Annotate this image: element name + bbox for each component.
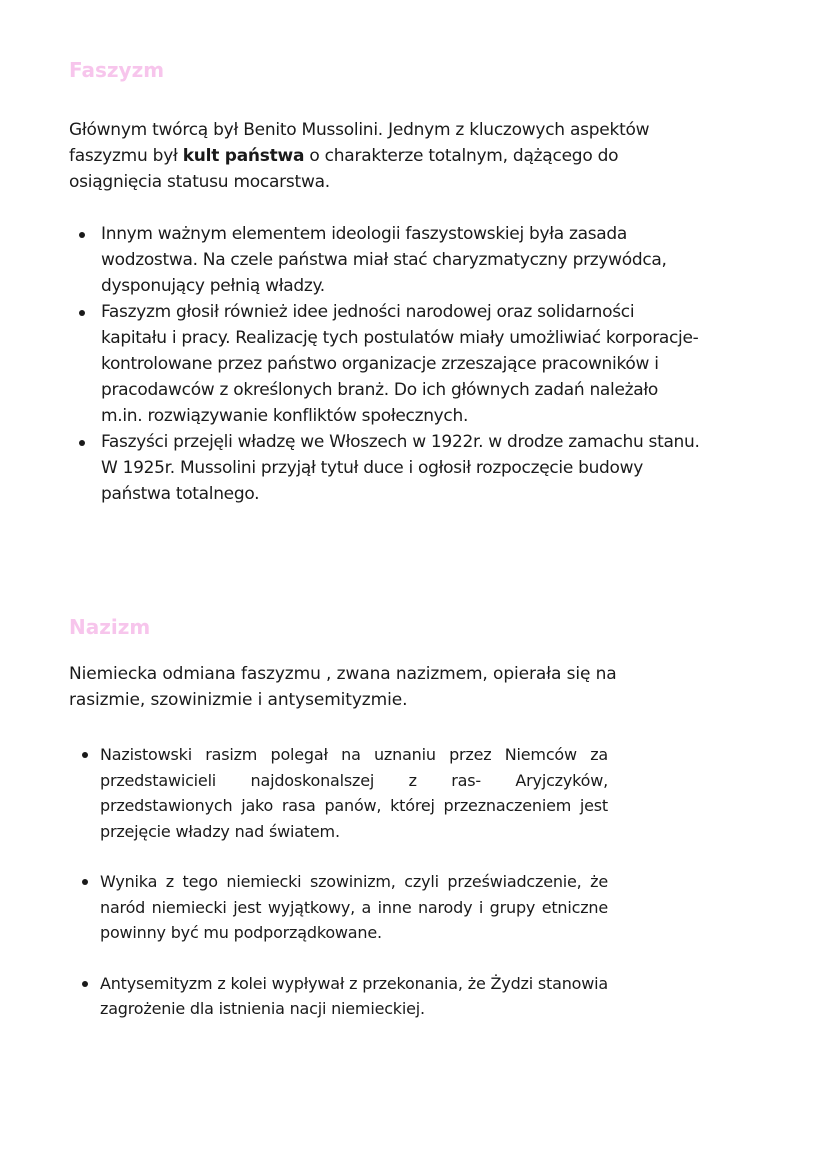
faszyzm-intro — [69, 117, 709, 195]
list-item — [100, 971, 608, 1022]
section-title-faszyzm: Faszyzm — [69, 58, 165, 82]
bullet-icon — [82, 981, 88, 987]
faszyzm-intro-text-end: o charakterze totalnym, dążącego do osiągnięcia statusu mocarstwa. — [69, 146, 619, 192]
faszyzm-intro-text-start: Głównym twórcą był Benito Mussolini. Jednym z kluczowych aspektów faszyzmu był — [69, 120, 650, 166]
faszyzm-list — [101, 221, 701, 507]
bullet-icon — [82, 879, 88, 885]
list-item — [101, 429, 701, 507]
list-item-text: Faszyści przejęli władzę we Włoszech w 1922r. w drodze zamachu stanu. W 1925r. Mussolini przyjął tytuł duce i ogłosił rozpoczęcie budowy państwa totalnego. — [101, 432, 700, 504]
bullet-icon — [82, 752, 88, 758]
faszyzm-intro-bold: kult państwa — [182, 146, 305, 166]
nazizm-intro: Niemiecka odmiana faszyzmu , zwana nazizmem, opierała się na rasizmie, szowinizmie i antysemityzmie. — [69, 664, 617, 710]
bullet-icon — [79, 232, 85, 238]
list-item — [100, 869, 608, 946]
section-title-nazizm: Nazizm — [69, 615, 151, 639]
list-item-text: Wynika z tego niemiecki szowinizm, czyli przeświadczenie, że naród niemiecki jest wyjątkowy, a inne narody i grupy etniczne powinny być mu podporządkowane. — [100, 872, 608, 942]
list-item-text: Faszyzm głosił również idee jedności narodowej oraz solidarności kapitału i pracy. Realizację tych postulatów miały umożliwiać korporacje- kontrolowane przez państwo organizacje zrzeszające pracowników i pracodawców z określonych branż. Do ich głównych zadań należało m.in. rozwiązywanie konfliktów społecznych. — [101, 302, 699, 426]
list-item — [100, 742, 608, 844]
list-item-text: Antysemityzm z kolei wypływał z przekonania, że Żydzi stanowia zagrożenie dla istnienia nacji niemieckiej. — [100, 973, 608, 1018]
list-item-text: Innym ważnym elementem ideologii faszystowskiej była zasada wodzostwa. Na czele państwa miał stać charyzmatyczny przywódca, dysponujący pełnią władzy. — [101, 224, 667, 296]
list-item — [101, 299, 701, 429]
bullet-icon — [79, 310, 85, 316]
nazizm-list — [100, 742, 608, 1047]
bullet-icon — [79, 440, 85, 446]
list-item — [101, 221, 701, 299]
list-item-text: Nazistowski rasizm polegał na uznaniu przez Niemców za przedstawicieli najdoskonalszej z ras- Aryjczyków, przedstawionych jako rasa panów, której przeznaczeniem jest przejęcie władzy nad światem. — [100, 745, 608, 841]
